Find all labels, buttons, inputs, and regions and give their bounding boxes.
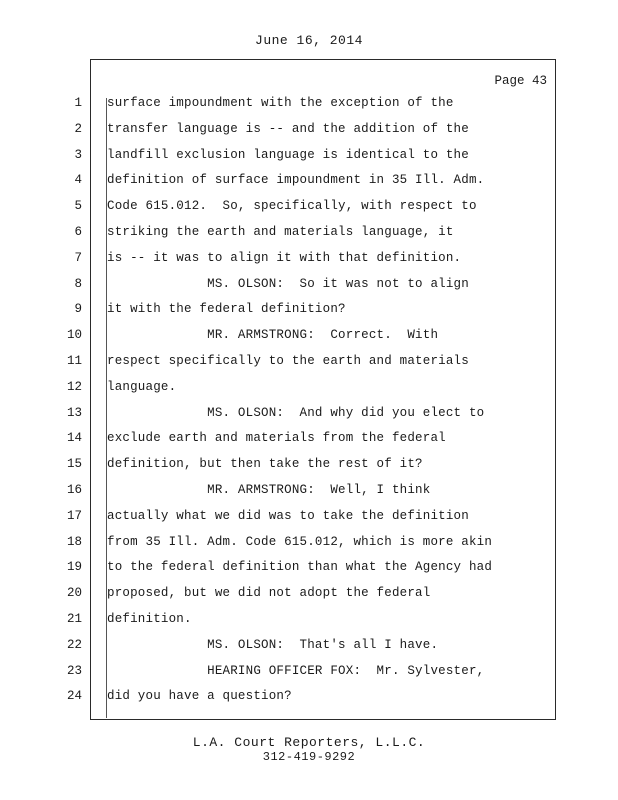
line-number: 9 bbox=[74, 302, 82, 316]
line-number: 6 bbox=[74, 225, 82, 239]
line-text: exclude earth and materials from the federal bbox=[107, 431, 446, 445]
line-text: Code 615.012. So, specifically, with respect to bbox=[107, 199, 477, 213]
line-text: striking the earth and materials language, it bbox=[107, 225, 454, 239]
line-number: 5 bbox=[74, 199, 82, 213]
line-text: to the federal definition than what the Agency had bbox=[107, 560, 493, 574]
line-text: definition. bbox=[107, 612, 192, 626]
line-text: is -- it was to align it with that definition. bbox=[107, 251, 462, 265]
line-text: MS. OLSON: So it was not to align bbox=[107, 277, 469, 291]
page-number: Page 43 bbox=[494, 74, 547, 88]
line-text: definition, but then take the rest of it? bbox=[107, 457, 423, 471]
line-text: did you have a question? bbox=[107, 689, 292, 703]
line-text: proposed, but we did not adopt the federal bbox=[107, 586, 431, 600]
line-text: MR. ARMSTRONG: Well, I think bbox=[107, 483, 431, 497]
line-number: 21 bbox=[66, 612, 82, 626]
line-text: landfill exclusion language is identical to the bbox=[107, 148, 469, 162]
line-text: HEARING OFFICER FOX: Mr. Sylvester, bbox=[107, 664, 485, 678]
line-text: surface impoundment with the exception of the bbox=[107, 96, 454, 110]
line-text: MS. OLSON: And why did you elect to bbox=[107, 406, 485, 420]
line-number: 8 bbox=[74, 277, 82, 291]
footer-phone: 312-419-9292 bbox=[262, 750, 356, 764]
line-number: 11 bbox=[66, 354, 82, 368]
line-number: 15 bbox=[66, 457, 82, 471]
line-number: 22 bbox=[66, 638, 82, 652]
line-number: 14 bbox=[66, 431, 82, 445]
line-text: from 35 Ill. Adm. Code 615.012, which is more akin bbox=[107, 535, 493, 549]
line-text: it with the federal definition? bbox=[107, 302, 346, 316]
line-number: 7 bbox=[74, 251, 82, 265]
transcript-date: June 16, 2014 bbox=[255, 33, 363, 48]
line-text: respect specifically to the earth and materials bbox=[107, 354, 469, 368]
line-number: 10 bbox=[66, 328, 82, 342]
line-number: 4 bbox=[74, 173, 82, 187]
line-text: MR. ARMSTRONG: Correct. With bbox=[107, 328, 439, 342]
line-number: 13 bbox=[66, 406, 82, 420]
line-number: 17 bbox=[66, 509, 82, 523]
line-text: actually what we did was to take the definition bbox=[107, 509, 469, 523]
line-number: 2 bbox=[74, 122, 82, 136]
line-text: definition of surface impoundment in 35 Ill. Adm. bbox=[107, 173, 485, 187]
line-text: transfer language is -- and the addition of the bbox=[107, 122, 469, 136]
line-number: 12 bbox=[66, 380, 82, 394]
line-number: 18 bbox=[66, 535, 82, 549]
line-number: 23 bbox=[66, 664, 82, 678]
footer-company: L.A. Court Reporters, L.L.C. bbox=[192, 735, 426, 750]
line-number: 1 bbox=[74, 96, 82, 110]
line-number: 24 bbox=[66, 689, 82, 703]
line-number: 19 bbox=[66, 560, 82, 574]
line-number: 20 bbox=[66, 586, 82, 600]
line-text: language. bbox=[107, 380, 177, 394]
line-text: MS. OLSON: That's all I have. bbox=[107, 638, 439, 652]
line-number: 16 bbox=[66, 483, 82, 497]
line-number: 3 bbox=[74, 148, 82, 162]
